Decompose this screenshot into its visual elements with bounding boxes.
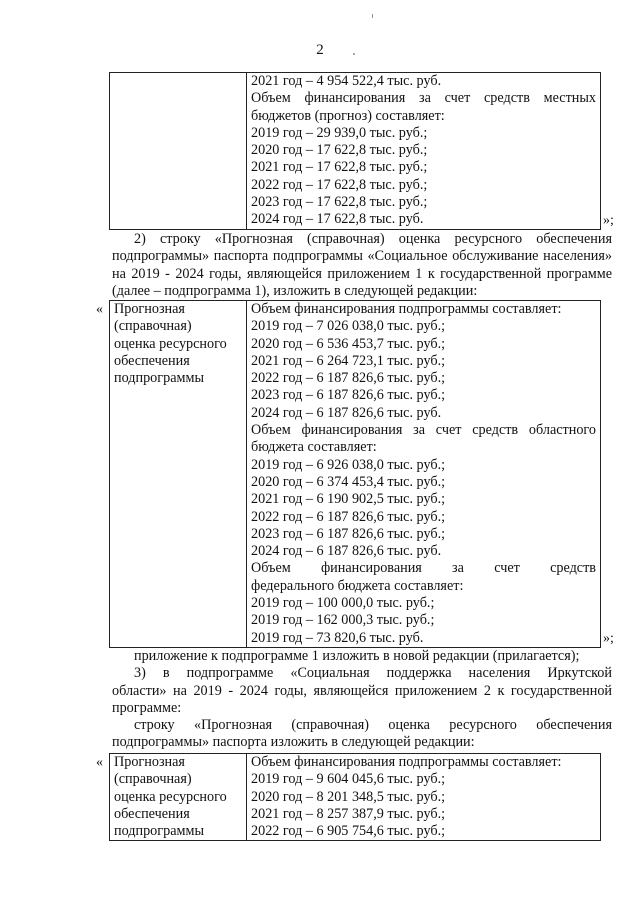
text-line: Объем финансирования за счет средств областного	[251, 422, 596, 439]
text-line: 2020 год – 6 536 453,7 тыс. руб.;	[251, 335, 446, 352]
text-line: 2023 год – 17 622,8 тыс. руб.;	[251, 194, 428, 211]
text-line: 2024 год – 17 622,8 тыс. руб.	[251, 211, 424, 228]
closing-quote: »;	[603, 631, 614, 646]
text-line: (справочная)	[114, 771, 192, 788]
paragraph-3	[112, 648, 612, 752]
text-line: 2021 год – 4 954 522,4 тыс. руб.	[251, 73, 442, 89]
text-line: бюджета составляет:	[251, 439, 377, 456]
text-line: 2019 год – 6 926 038,0 тыс. руб.;	[251, 456, 446, 473]
text-line: 2) строку «Прогнозная (справочная) оценка ресурсного обеспечения	[134, 231, 612, 247]
text-line: 2019 год – 29 939,0 тыс. руб.;	[251, 124, 428, 141]
scan-speck	[353, 53, 355, 55]
text-line: федерального бюджета составляет:	[251, 577, 464, 594]
text-line: 2021 год – 6 264 723,1 тыс. руб.;	[251, 352, 446, 369]
text-line: Прогнозная	[114, 301, 185, 317]
text-line: 2024 год – 6 187 826,6 тыс. руб.	[251, 543, 442, 560]
text-line: подпрограммы» паспорта изложить в следующей редакции:	[112, 734, 475, 751]
text-line: 2019 год – 7 026 038,0 тыс. руб.;	[251, 318, 446, 335]
page-number: 2	[316, 42, 324, 58]
text-line: области» на 2019 - 2024 годы, являющейся приложением 2 к государственной	[112, 682, 612, 699]
text-line: 2019 год – 100 000,0 тыс. руб.;	[251, 595, 435, 612]
text-line: 2024 год – 6 187 826,6 тыс. руб.	[251, 404, 442, 421]
text-line: 2021 год – 6 190 902,5 тыс. руб.;	[251, 491, 446, 508]
table-subprogram-1	[109, 300, 601, 648]
scan-speck	[372, 14, 373, 18]
text-line: 2022 год – 6 187 826,6 тыс. руб.;	[251, 370, 446, 387]
text-line: подпрограммы	[114, 823, 204, 840]
text-line: строку «Прогнозная (справочная) оценка ресурсного обеспечения	[134, 717, 612, 734]
table-right-cell	[247, 301, 601, 648]
text-line: 2021 год – 17 622,8 тыс. руб.;	[251, 159, 428, 176]
text-line: программе:	[112, 699, 182, 716]
text-line: 2022 год – 17 622,8 тыс. руб.;	[251, 176, 428, 193]
text-line: 2020 год – 6 374 453,4 тыс. руб.;	[251, 473, 446, 490]
text-line: 2023 год – 6 187 826,6 тыс. руб.;	[251, 525, 446, 542]
text-line: Объем финансирования подпрограммы составляет:	[251, 754, 562, 770]
text-line: подпрограммы» паспорта подпрограммы «Социальное обслуживание населения»	[112, 248, 612, 265]
text-line: 2020 год – 8 201 348,5 тыс. руб.;	[251, 788, 446, 805]
text-line: Объем финансирования за счет средств местных	[251, 90, 596, 107]
text-line: оценка ресурсного	[114, 788, 227, 805]
text-line: (справочная)	[114, 318, 192, 335]
text-line: Объем финансирования подпрограммы составляет:	[251, 301, 562, 317]
text-line: 2022 год – 6 905 754,6 тыс. руб.;	[251, 823, 446, 840]
text-line: 2022 год – 6 187 826,6 тыс. руб.;	[251, 508, 446, 525]
text-line: подпрограммы	[114, 370, 204, 387]
text-line: на 2019 - 2024 годы, являющейся приложением 1 к государственной программе	[112, 265, 612, 282]
table-left-cell	[110, 301, 247, 648]
table-continuation	[109, 72, 601, 230]
text-line: оценка ресурсного	[114, 335, 227, 352]
text-line: 2019 год – 73 820,6 тыс. руб.	[251, 629, 424, 646]
opening-quote: «	[96, 755, 103, 770]
text-line: 2023 год – 6 187 826,6 тыс. руб.;	[251, 387, 446, 404]
table-right-cell	[247, 73, 601, 230]
text-line: (далее – подпрограмма 1), изложить в следующей редакции:	[112, 282, 478, 299]
text-line: 2021 год – 8 257 387,9 тыс. руб.;	[251, 805, 446, 822]
closing-quote: »;	[603, 213, 614, 228]
text-line: приложение к подпрограмме 1 изложить в новой редакции (прилагается);	[134, 648, 580, 664]
paragraph-2	[112, 231, 612, 300]
text-line: обеспечения	[114, 805, 190, 822]
table-left-cell	[110, 73, 247, 230]
opening-quote: «	[96, 302, 103, 317]
table-left-cell	[110, 754, 247, 841]
text-line: обеспечения	[114, 352, 190, 369]
text-line: бюджетов (прогноз) составляет:	[251, 107, 445, 124]
table-right-cell	[247, 754, 601, 841]
text-line: Объем финансирования за счет средств	[251, 560, 596, 577]
text-line: 2019 год – 162 000,3 тыс. руб.;	[251, 612, 435, 629]
text-line: 3) в подпрограмме «Социальная поддержка населения Иркутской	[134, 665, 612, 682]
text-line: 2020 год – 17 622,8 тыс. руб.;	[251, 142, 428, 159]
text-line: 2019 год – 9 604 045,6 тыс. руб.;	[251, 771, 446, 788]
text-line: Прогнозная	[114, 754, 185, 770]
table-subprogram-2	[109, 753, 601, 841]
